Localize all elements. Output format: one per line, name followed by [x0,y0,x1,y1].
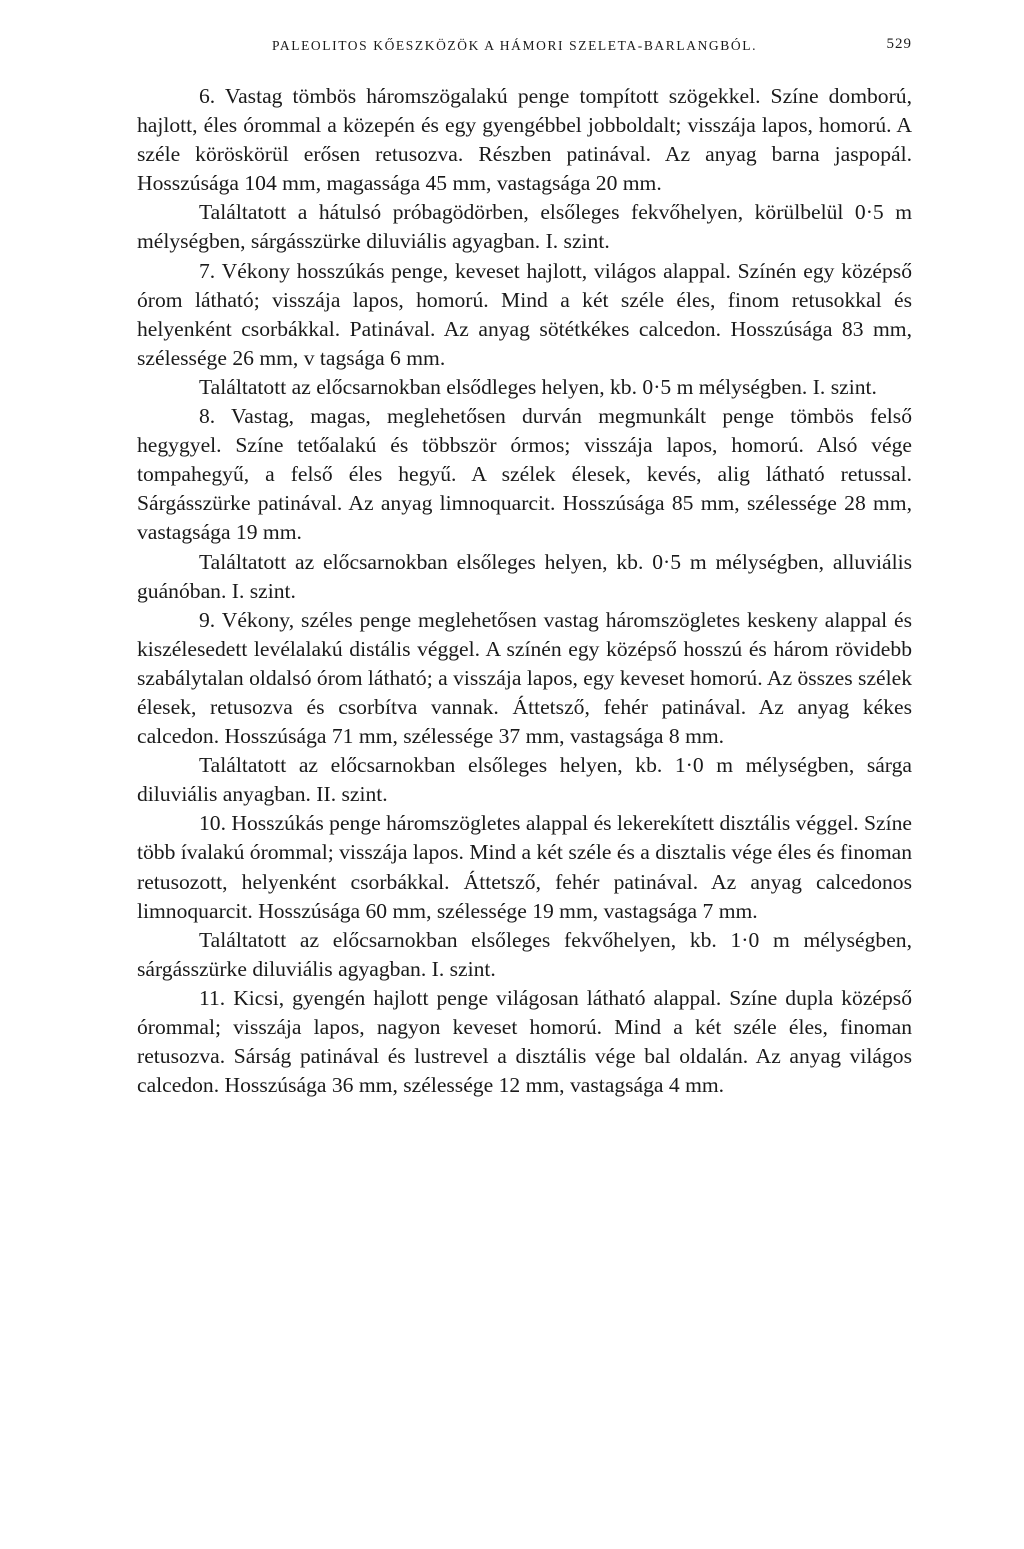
item-10-description: 10. Hosszúkás penge háromszögletes alappal és lekerekített disztális véggel. Színe több ívalakú órommal; visszája lapos. Mind a két széle és a disztalis vége éles és finoman retusozott, helyenként csorbákkal. Áttetsző, fehér patinával. Az anyag calcedonos limnoquarcit. Hosszúsága 60 mm, szélessége 19 mm, vastagsága 7 mm. [137,811,912,923]
item-9-find-location: Találtatott az előcsarnokban elsőleges helyen, kb. 1·0 m mélységben, sárga diluviális anyagban. II. szint. [137,753,912,807]
item-6-description: 6. Vastag tömbös háromszögalakú penge tompított szögekkel. Színe domború, hajlott, éles órommal a közepén és egy gyengébbel jobboldalt; visszája lapos, homorú. A széle köröskörül erősen retusozva. Részben patinával. Az anyag barna jaspopál. Hosszúsága 104 mm, magassága 45 mm, vastagsága 20 mm. [137,84,912,196]
page-number: 529 [886,36,912,52]
item-11-description: 11. Kicsi, gyengén hajlott penge világosan látható alappal. Színe dupla középső órommal; visszája lapos, nagyon keveset homorú. Mind a két széle éles, finoman retusozva. Sárság patinával és lustrevel a disztális vége bal oldalán. Az anyag világos calcedon. Hosszúsága 36 mm, szélessége 12 mm, vastagsága 4 mm. [137,985,912,1098]
item-9-description: 9. Vékony, széles penge meglehetősen vastag háromszögletes keskeny alappal és kiszélesedett levélalakú distális véggel. A színén egy középső hosszú és három rövidebb szabálytalan oldalsó órom látható; a visszája lapos, egy keveset homorú. Az összes szélek élesek, retusozva és csorbítva vannak. Áttetsző, fehér patinával. Az anyag kékes calcedon. Hosszúsága 71 mm, szélessége 37 mm, vastagsága 8 mm. [137,607,912,749]
item-7-description: 7. Vékony hosszúkás penge, keveset hajlott, világos alappal. Színén egy középső órom látható; visszája lapos, homorú. Mind a két széle éles, finom retusokkal és helyenként csorbákkal. Patinával. Az anyag sötétkékes calcedon. Hosszúsága 83 mm, szélessége 26 mm, v tagsága 6 mm. [137,258,912,370]
running-header [137,26,912,66]
item-10-find-location: Találtatott az előcsarnokban elsőleges fekvőhelyen, kb. 1·0 m mélységben, sárgásszürke diluviális agyagban. I. szint. [137,927,912,981]
item-7-find-location: Találtatott az előcsarnokban elsődleges helyen, kb. 0·5 m mélységben. I. szint. [199,374,877,399]
item-6-find-location: Találtatott a hátulsó próbagödörben, elsőleges fekvőhelyen, körülbelül 0·5 m mélységben, sárgásszürke diluviális agyagban. I. szint. [137,200,912,254]
document-page [137,26,912,1100]
item-8-description: 8. Vastag, magas, meglehetősen durván megmunkált penge tömbös felső hegygyel. Színe tetőalakú és többször órmos; visszája lapos, homorú. Alsó vége tompahegyű, a felső éles hegyű. A szélek élesek, kevés, alig látható retussal. Sárgásszürke patinával. Az anyag limnoquarcit. Hosszúsága 85 mm, szélessége 28 mm, vastagsága 19 mm. [137,404,912,545]
body-text [137,82,912,1100]
item-8-find-location: Találtatott az előcsarnokban elsőleges helyen, kb. 0·5 m mélységben, alluviális guánóban. I. szint. [137,549,912,603]
running-title: PALEOLITOS KŐESZKÖZÖK A HÁMORI SZELETA-BARLANGBÓL. [272,38,758,53]
